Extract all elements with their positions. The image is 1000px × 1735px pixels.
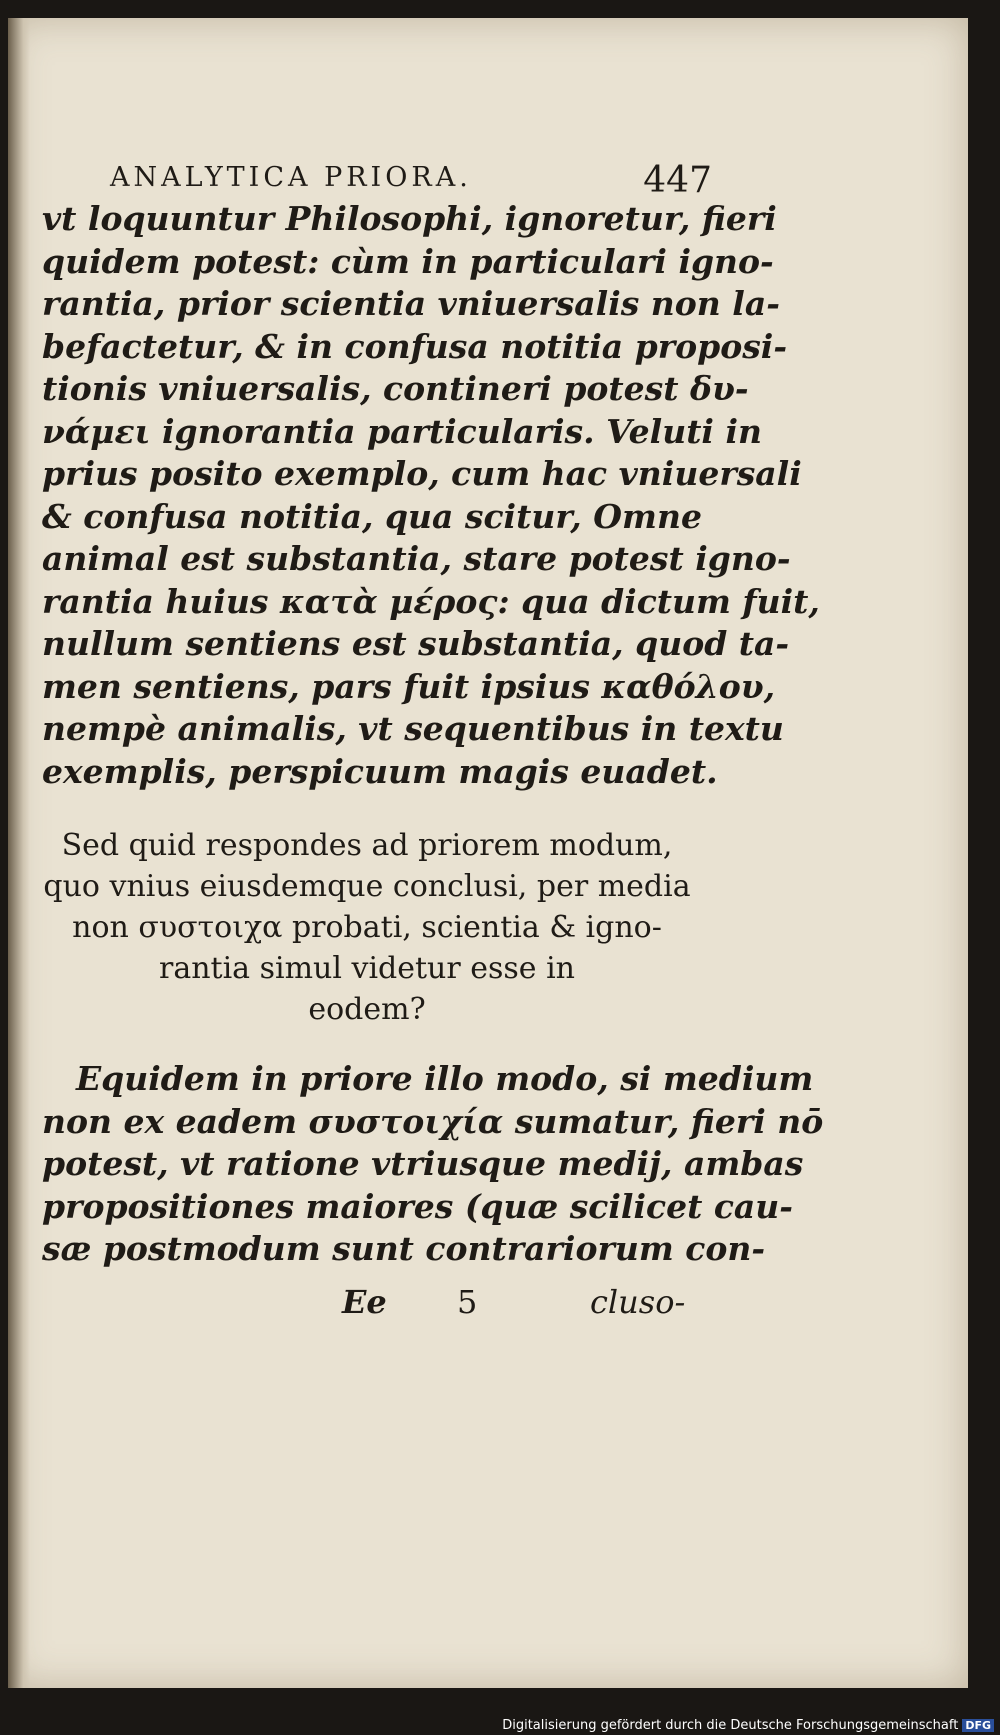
leaf-number: 5 (457, 1282, 478, 1321)
text-line: rantia, prior scientia vniuersalis non la- (42, 284, 780, 323)
text-line: Equidem in priore illo modo, si medium (76, 1059, 814, 1098)
text-line: exemplis, perspicuum magis euadet. (42, 751, 718, 791)
text-line: eodem? (308, 992, 426, 1027)
text-line: non συστοιχα probati, scientia & igno- (72, 910, 662, 945)
paragraph-commentary (42, 198, 820, 793)
text-line: rantia huius κατὰ μέρος: qua dictum fuit, (42, 581, 820, 621)
book-page (8, 18, 968, 1688)
text-line: quo vnius eiusdemque conclusi, per media (43, 869, 691, 904)
page-number: 447 (643, 160, 712, 201)
text-line: non ex eadem συστοιχία sumatur, fieri nō (42, 1101, 824, 1141)
text-line: tionis vniuersalis, contineri potest δυ- (42, 369, 749, 408)
catchword: cluso- (590, 1282, 686, 1321)
catchline (42, 1275, 692, 1325)
text-line: potest, vt ratione vtriusque medij, ambas (42, 1144, 804, 1183)
text-line: nullum sentiens est substantia, quod ta- (42, 624, 790, 663)
dfg-logo: DFG (962, 1719, 994, 1732)
text-line: animal est substantia, stare potest igno- (42, 539, 791, 578)
digitization-credit (502, 1718, 994, 1733)
text-line: propositiones maiores (quæ scilicet cau- (42, 1186, 793, 1226)
text-line: rantia simul videtur esse in (158, 951, 575, 986)
text-line: prius posito exemplo, cum hac vniuersali (42, 454, 802, 493)
text-line: quidem potest: cùm in particulari igno- (42, 241, 774, 281)
text-line: sæ postmodum sunt contrariorum con- (42, 1229, 766, 1268)
text-line: men sentiens, pars fuit ipsius καθόλου, (42, 666, 776, 706)
signature-mark: Ee (342, 1282, 387, 1321)
text-block (42, 138, 824, 1325)
running-head: ANALYTICA PRIORA. (110, 162, 472, 193)
text-line: befactetur, & in confusa notitia proposi- (42, 326, 788, 366)
text-line: vt loquuntur Philosophi, ignoretur, fieri (42, 199, 777, 238)
text-line: & confusa notitia, qua scitur, Omne (42, 496, 702, 536)
page-header (42, 138, 712, 201)
text-line: νάμει ignorantia particularis. Veluti in (42, 411, 762, 451)
paragraph-answer (42, 1058, 824, 1271)
page-gutter-shadow (8, 18, 30, 1688)
text-line: Sed quid respondes ad priorem modum, (61, 828, 673, 863)
text-line: nempè animalis, vt sequentibus in textu (42, 709, 784, 748)
credit-text: Digitalisierung gefördert durch die Deutsche Forschungsgemeinschaft (502, 1718, 959, 1733)
paragraph-question (42, 825, 692, 1030)
